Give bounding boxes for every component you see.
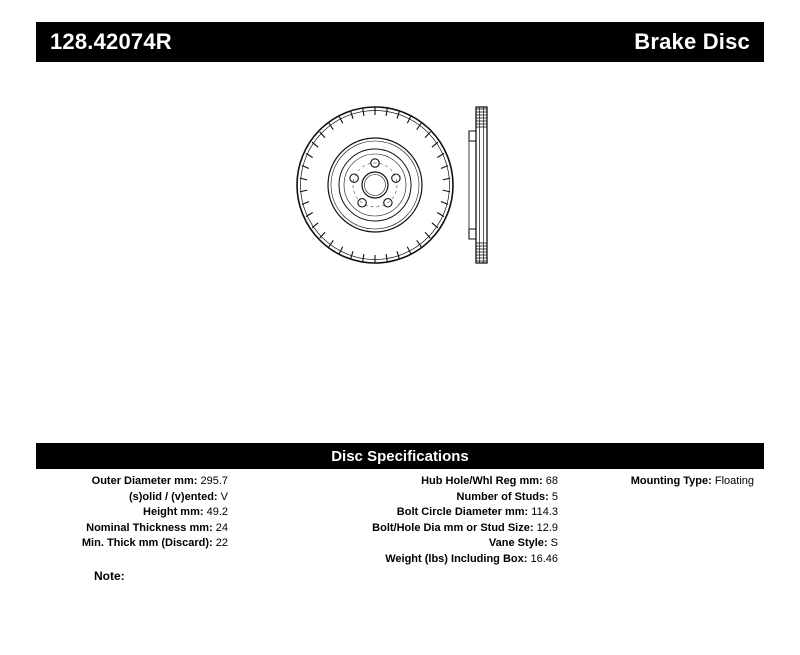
rotor-edge-view [469, 107, 487, 263]
vane-ticks [300, 107, 450, 263]
spec-row [236, 521, 558, 537]
brake-disc-illustration [280, 85, 540, 285]
part-number: 128.42074R [50, 29, 172, 54]
note-label: Note: [94, 569, 125, 583]
spec-value: 68 [545, 475, 558, 487]
spec-value: 24 [215, 521, 228, 534]
spec-row [236, 474, 558, 490]
rotor-outer-circle [297, 107, 453, 263]
spec-value: 16.46 [530, 552, 558, 565]
spec-row [36, 474, 228, 490]
spec-value: 12.9 [536, 521, 558, 534]
spec-value: V [220, 490, 228, 503]
spec-value: S [550, 537, 558, 549]
header-bar [36, 22, 764, 62]
hub-bore [362, 172, 388, 198]
spec-label: Bolt/Hole Dia mm or Stud Size: [372, 521, 534, 534]
spec-label: Min. Thick mm (Discard): [81, 537, 213, 549]
spec-row [236, 505, 558, 521]
spec-label: Nominal Thickness mm: [86, 521, 213, 534]
rotor-outer-inner-edge [301, 111, 450, 260]
spec-label: Vane Style: [488, 537, 548, 549]
spec-value: 22 [215, 537, 228, 549]
spec-label: Outer Diameter mm: [91, 475, 198, 487]
spec-row [236, 552, 558, 568]
spec-label: (s)olid / (v)ented: [128, 490, 218, 503]
spec-label: Height mm: [143, 506, 204, 518]
spec-label: Mounting Type: [630, 475, 712, 487]
spec-row [36, 521, 228, 537]
spec-column-middle [236, 474, 566, 567]
spec-value: Floating [714, 475, 754, 487]
page-title: Brake Disc [634, 29, 750, 54]
spec-row [566, 474, 754, 490]
spec-label: Weight (lbs) Including Box: [385, 552, 528, 565]
spec-row [236, 490, 558, 506]
spec-column-left [36, 474, 236, 567]
spec-row [236, 536, 558, 552]
spec-value: 49.2 [206, 506, 228, 518]
stud-holes [350, 159, 400, 207]
spec-label: Bolt Circle Diameter mm: [396, 506, 529, 518]
spec-columns [36, 474, 764, 567]
spec-row [36, 536, 228, 552]
spec-section-title: Disc Specifications [331, 447, 469, 465]
spec-value: 5 [551, 490, 558, 503]
spec-value: 295.7 [200, 475, 228, 487]
bolt-circle-guide [353, 163, 397, 207]
spec-column-right [566, 474, 764, 567]
spec-label: Number of Studs: [456, 490, 549, 503]
hat-face-circle [339, 149, 411, 221]
spec-label: Hub Hole/Whl Reg mm: [421, 475, 543, 487]
spec-section-header [36, 443, 764, 469]
spec-row [36, 505, 228, 521]
spec-value: 114.3 [531, 506, 558, 518]
friction-surface-inner-circle [328, 138, 422, 232]
hub-bore-inner [365, 175, 386, 196]
spec-row [36, 490, 228, 506]
hat-face-inner-circle [344, 154, 406, 216]
brake-disc-drawing [280, 85, 540, 285]
